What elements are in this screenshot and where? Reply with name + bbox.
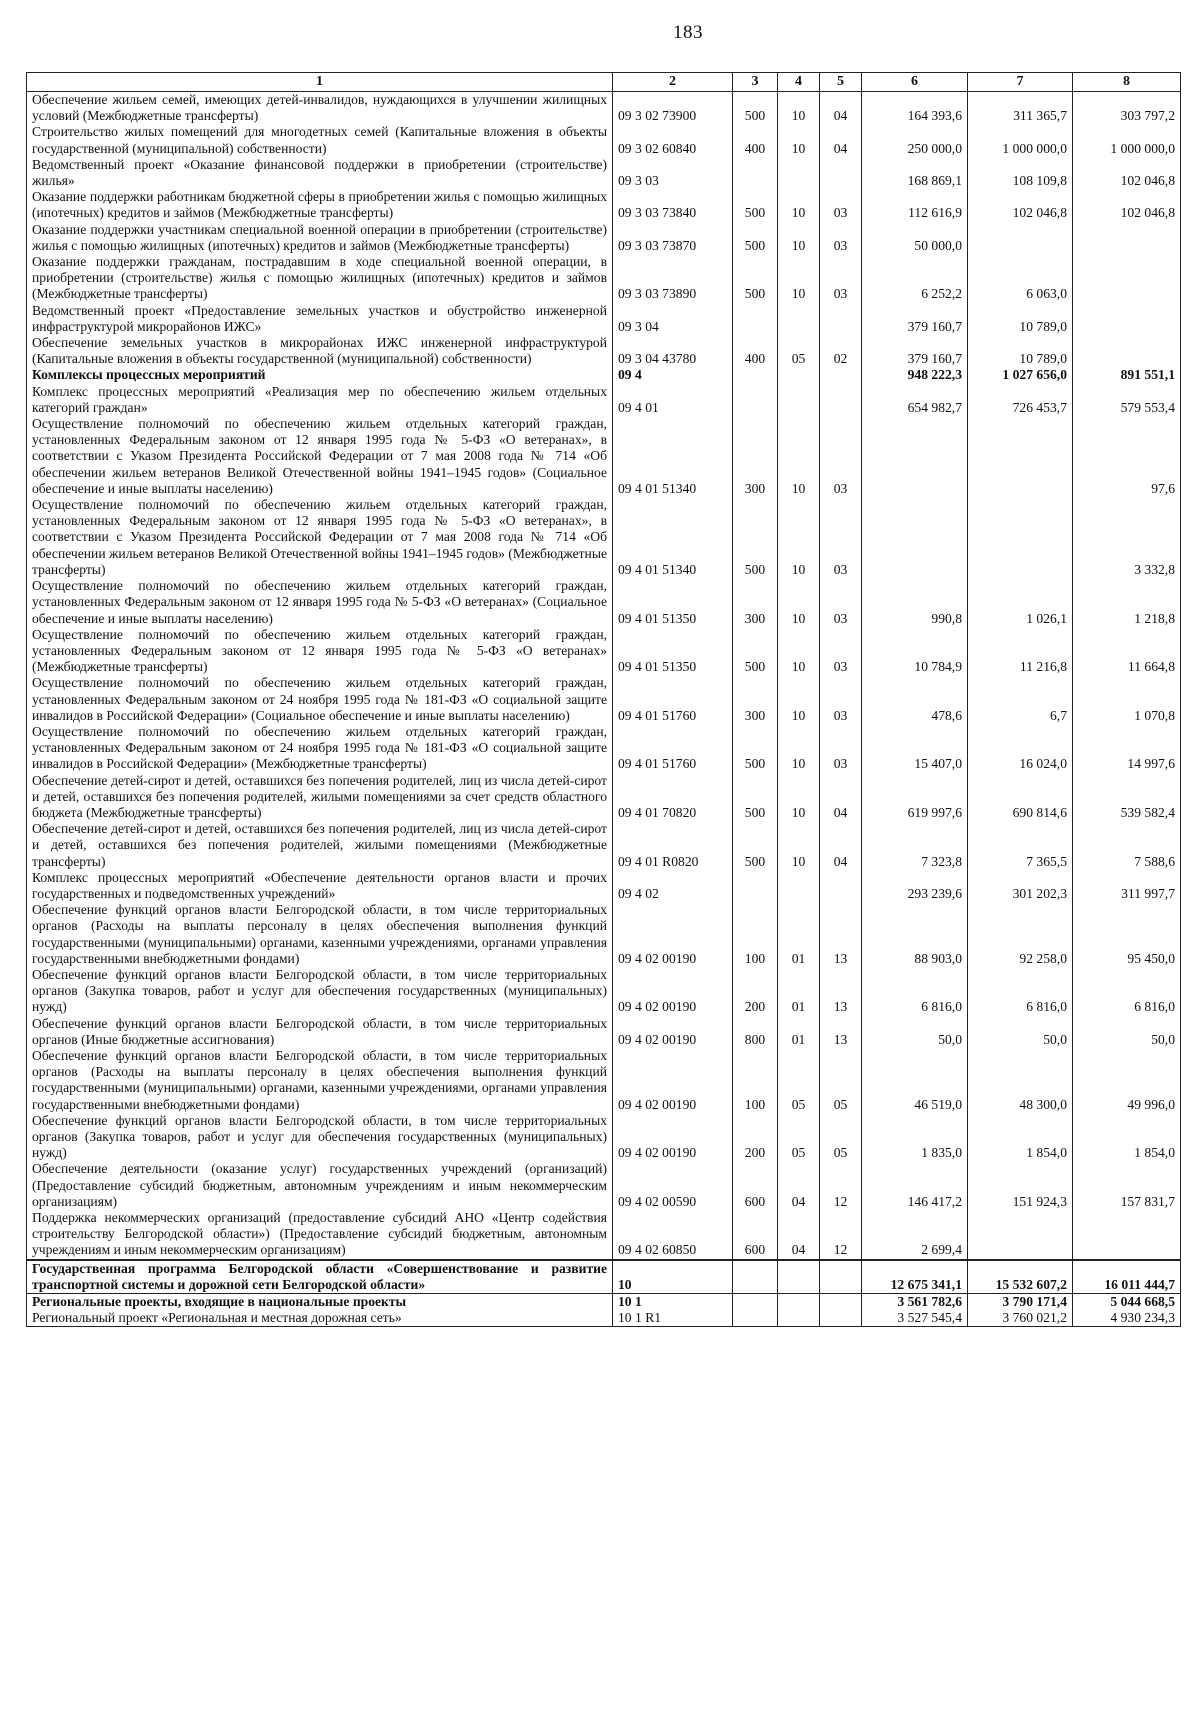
row-subsection-cell (820, 870, 862, 902)
row-expense-type-cell: 200 (733, 1113, 778, 1162)
table-row (27, 675, 1181, 724)
row-name-cell: Комплекс процессных мероприятий «Обеспечение деятельности органов власти и прочих государственных и подведомственных учреждений» (27, 870, 613, 902)
row-name-cell: Поддержка некоммерческих организаций (предоставление субсидий АНО «Центр содействия строительству Белгородской области») (Предоставление субсидий бюджетным, автономным учреждениям и иным некоммерческим организациям) (27, 1210, 613, 1260)
row-amount-year1-cell: 619 997,6 (862, 773, 968, 822)
table-row (27, 821, 1181, 870)
table-row (27, 1048, 1181, 1113)
row-name-cell: Обеспечение детей-сирот и детей, оставшихся без попечения родителей, лиц из числа детей-сирот и детей, оставшихся без попечения родителей, жилыми помещениями за счет средств областного бюджета (Межбюджетные трансферты) (27, 773, 613, 822)
row-section-cell: 05 (778, 335, 820, 367)
row-subsection-cell: 03 (820, 189, 862, 221)
row-amount-year2-cell (968, 1210, 1073, 1260)
table-row (27, 902, 1181, 967)
row-code-cell: 09 4 01 (613, 384, 733, 416)
table-row (27, 578, 1181, 627)
row-amount-year2-cell: 16 024,0 (968, 724, 1073, 773)
row-amount-year1-cell: 146 417,2 (862, 1161, 968, 1210)
row-amount-year3-cell: 303 797,2 (1073, 92, 1181, 125)
row-amount-year3-cell (1073, 254, 1181, 303)
row-amount-year1-cell: 6 816,0 (862, 967, 968, 1016)
row-amount-year1-cell: 2 699,4 (862, 1210, 968, 1260)
row-expense-type-cell (733, 1310, 778, 1327)
row-code-cell: 09 4 02 (613, 870, 733, 902)
row-code-cell: 09 3 03 73840 (613, 189, 733, 221)
row-amount-year3-cell: 891 551,1 (1073, 367, 1181, 383)
row-amount-year2-cell: 48 300,0 (968, 1048, 1073, 1113)
row-amount-year1-cell: 948 222,3 (862, 367, 968, 383)
row-name-cell: Обеспечение деятельности (оказание услуг) государственных учреждений (организаций) (Предоставление субсидий бюджетным, автономным учреждениям и иным некоммерческим организациям) (27, 1161, 613, 1210)
row-section-cell: 05 (778, 1048, 820, 1113)
row-expense-type-cell: 500 (733, 773, 778, 822)
row-code-cell: 09 4 01 51760 (613, 675, 733, 724)
table-row (27, 384, 1181, 416)
row-expense-type-cell: 500 (733, 497, 778, 578)
row-amount-year1-cell: 164 393,6 (862, 92, 968, 125)
row-name-cell: Осуществление полномочий по обеспечению жильем отдельных категорий граждан, установленных Федеральным законом от 12 января 1995 года № 5-ФЗ «О ветеранах», в соответствии с Указом Президента Российской Федерации от 7 мая 2008 года № 714 «Об обеспечении жильем ветеранов Великой Отечественной войны 1941–1945 годов» (Межбюджетные трансферты) (27, 497, 613, 578)
row-name-cell: Осуществление полномочий по обеспечению жильем отдельных категорий граждан, установленных Федеральным законом от 24 ноября 1995 года № 181-ФЗ «О социальной защите инвалидов в Российской Федерации» (Межбюджетные трансферты) (27, 724, 613, 773)
row-amount-year3-cell: 1 070,8 (1073, 675, 1181, 724)
row-name-cell: Ведомственный проект «Оказание финансовой поддержки в приобретении (строительстве) жилья» (27, 157, 613, 189)
row-expense-type-cell: 100 (733, 1048, 778, 1113)
row-section-cell: 01 (778, 902, 820, 967)
row-code-cell: 10 1 R1 (613, 1310, 733, 1327)
row-subsection-cell: 03 (820, 675, 862, 724)
column-header: 1 (27, 73, 613, 92)
row-subsection-cell: 13 (820, 902, 862, 967)
budget-table-container (26, 72, 1180, 1327)
row-name-cell: Оказание поддержки участникам специальной военной операции в приобретении (строительстве) жилья с помощью жилищных (ипотечных) кредитов и займов (Межбюджетные трансферты) (27, 222, 613, 254)
row-amount-year2-cell: 6 816,0 (968, 967, 1073, 1016)
row-amount-year2-cell: 50,0 (968, 1016, 1073, 1048)
row-expense-type-cell: 300 (733, 675, 778, 724)
row-amount-year3-cell: 539 582,4 (1073, 773, 1181, 822)
row-amount-year2-cell: 1 027 656,0 (968, 367, 1073, 383)
row-subsection-cell: 12 (820, 1161, 862, 1210)
row-expense-type-cell: 800 (733, 1016, 778, 1048)
row-section-cell: 05 (778, 1113, 820, 1162)
row-amount-year1-cell: 112 616,9 (862, 189, 968, 221)
table-row (27, 303, 1181, 335)
row-amount-year1-cell: 250 000,0 (862, 124, 968, 156)
row-amount-year3-cell: 4 930 234,3 (1073, 1310, 1181, 1327)
row-name-cell: Осуществление полномочий по обеспечению жильем отдельных категорий граждан, установленных Федеральным законом от 12 января 1995 года № 5-ФЗ «О ветеранах» (Социальное обеспечение и иные выплаты населению) (27, 578, 613, 627)
row-expense-type-cell: 400 (733, 124, 778, 156)
row-code-cell: 09 3 04 (613, 303, 733, 335)
row-amount-year2-cell: 7 365,5 (968, 821, 1073, 870)
row-name-cell: Государственная программа Белгородской области «Совершенствование и развитие транспортной системы и дорожной сети Белгородской области» (27, 1260, 613, 1294)
row-subsection-cell: 13 (820, 1016, 862, 1048)
column-header: 2 (613, 73, 733, 92)
row-code-cell: 09 4 01 51760 (613, 724, 733, 773)
row-amount-year3-cell: 14 997,6 (1073, 724, 1181, 773)
row-amount-year1-cell: 12 675 341,1 (862, 1260, 968, 1294)
table-row (27, 724, 1181, 773)
row-amount-year3-cell: 579 553,4 (1073, 384, 1181, 416)
column-header: 3 (733, 73, 778, 92)
row-amount-year1-cell: 7 323,8 (862, 821, 968, 870)
row-name-cell: Обеспечение функций органов власти Белгородской области, в том числе территориальных органов (Закупка товаров, работ и услуг для обеспечения государственных (муниципальных) нужд) (27, 1113, 613, 1162)
row-code-cell: 09 3 03 73870 (613, 222, 733, 254)
row-section-cell: 01 (778, 1016, 820, 1048)
row-amount-year2-cell: 1 854,0 (968, 1113, 1073, 1162)
table-row (27, 335, 1181, 367)
row-subsection-cell: 03 (820, 416, 862, 497)
row-amount-year1-cell: 379 160,7 (862, 335, 968, 367)
row-name-cell: Обеспечение земельных участков в микрорайонах ИЖС инженерной инфраструктурой (Капитальные вложения в объекты государственной (муниципальной) собственности) (27, 335, 613, 367)
row-amount-year2-cell: 6 063,0 (968, 254, 1073, 303)
row-name-cell: Оказание поддержки работникам бюджетной сферы в приобретении жилья с помощью жилищных (ипотечных) кредитов и займов (Межбюджетные трансферты) (27, 189, 613, 221)
budget-table (26, 72, 1181, 1327)
row-subsection-cell: 03 (820, 222, 862, 254)
row-section-cell: 10 (778, 92, 820, 125)
row-section-cell (778, 870, 820, 902)
row-code-cell: 09 3 03 73890 (613, 254, 733, 303)
row-amount-year3-cell: 50,0 (1073, 1016, 1181, 1048)
table-row (27, 497, 1181, 578)
row-subsection-cell: 04 (820, 821, 862, 870)
row-amount-year3-cell: 102 046,8 (1073, 157, 1181, 189)
row-amount-year1-cell: 3 527 545,4 (862, 1310, 968, 1327)
row-section-cell: 10 (778, 578, 820, 627)
row-code-cell: 09 4 02 00190 (613, 967, 733, 1016)
row-subsection-cell: 13 (820, 967, 862, 1016)
row-amount-year3-cell: 5 044 668,5 (1073, 1294, 1181, 1311)
table-row (27, 367, 1181, 383)
row-amount-year3-cell: 3 332,8 (1073, 497, 1181, 578)
row-section-cell (778, 1294, 820, 1311)
row-expense-type-cell: 500 (733, 627, 778, 676)
row-code-cell: 09 4 01 51350 (613, 578, 733, 627)
row-amount-year2-cell (968, 497, 1073, 578)
row-name-cell: Строительство жилых помещений для многодетных семей (Капитальные вложения в объекты государственной (муниципальной) собственности) (27, 124, 613, 156)
row-section-cell: 10 (778, 124, 820, 156)
row-amount-year1-cell: 15 407,0 (862, 724, 968, 773)
row-amount-year3-cell: 102 046,8 (1073, 189, 1181, 221)
row-code-cell: 09 4 02 00190 (613, 1048, 733, 1113)
row-amount-year2-cell: 6,7 (968, 675, 1073, 724)
row-expense-type-cell (733, 157, 778, 189)
row-code-cell: 09 4 (613, 367, 733, 383)
row-name-cell: Региональные проекты, входящие в национальные проекты (27, 1294, 613, 1311)
row-section-cell: 10 (778, 189, 820, 221)
row-expense-type-cell: 100 (733, 902, 778, 967)
row-name-cell: Осуществление полномочий по обеспечению жильем отдельных категорий граждан, установленных Федеральным законом от 12 января 1995 года № 5-ФЗ «О ветеранах» (Межбюджетные трансферты) (27, 627, 613, 676)
table-row (27, 254, 1181, 303)
row-subsection-cell: 04 (820, 124, 862, 156)
row-expense-type-cell: 600 (733, 1210, 778, 1260)
row-code-cell: 09 3 02 73900 (613, 92, 733, 125)
row-amount-year1-cell: 990,8 (862, 578, 968, 627)
row-expense-type-cell (733, 303, 778, 335)
row-amount-year2-cell: 10 789,0 (968, 303, 1073, 335)
row-amount-year1-cell: 50 000,0 (862, 222, 968, 254)
row-amount-year1-cell: 46 519,0 (862, 1048, 968, 1113)
row-expense-type-cell (733, 367, 778, 383)
row-amount-year2-cell: 10 789,0 (968, 335, 1073, 367)
table-row (27, 1161, 1181, 1210)
row-code-cell: 10 (613, 1260, 733, 1294)
row-expense-type-cell (733, 1260, 778, 1294)
row-amount-year1-cell: 3 561 782,6 (862, 1294, 968, 1311)
row-name-cell: Комплекс процессных мероприятий «Реализация мер по обеспечению жильем отдельных категорий граждан» (27, 384, 613, 416)
row-amount-year2-cell: 3 790 171,4 (968, 1294, 1073, 1311)
row-subsection-cell (820, 384, 862, 416)
row-name-cell: Региональный проект «Региональная и местная дорожная сеть» (27, 1310, 613, 1327)
row-expense-type-cell (733, 1294, 778, 1311)
row-code-cell: 09 4 01 51350 (613, 627, 733, 676)
row-subsection-cell: 03 (820, 578, 862, 627)
row-amount-year2-cell: 311 365,7 (968, 92, 1073, 125)
row-subsection-cell: 03 (820, 254, 862, 303)
table-row (27, 157, 1181, 189)
table-row (27, 1210, 1181, 1260)
row-subsection-cell: 05 (820, 1048, 862, 1113)
row-section-cell (778, 1310, 820, 1327)
table-row (27, 189, 1181, 221)
row-amount-year3-cell: 1 218,8 (1073, 578, 1181, 627)
row-amount-year3-cell (1073, 303, 1181, 335)
row-code-cell: 10 1 (613, 1294, 733, 1311)
row-amount-year3-cell: 95 450,0 (1073, 902, 1181, 967)
row-code-cell: 09 4 01 70820 (613, 773, 733, 822)
row-name-cell: Оказание поддержки гражданам, пострадавшим в ходе специальной военной операции, в приобретении (строительстве) жилья с помощью жилищных (ипотечных) кредитов и займов (Межбюджетные трансферты) (27, 254, 613, 303)
table-row (27, 870, 1181, 902)
row-name-cell: Обеспечение функций органов власти Белгородской области, в том числе территориальных органов (Закупка товаров, работ и услуг для обеспечения государственных (муниципальных) нужд) (27, 967, 613, 1016)
table-row (27, 92, 1181, 125)
row-expense-type-cell (733, 870, 778, 902)
table-row (27, 416, 1181, 497)
row-amount-year3-cell: 1 854,0 (1073, 1113, 1181, 1162)
row-amount-year3-cell: 49 996,0 (1073, 1048, 1181, 1113)
row-name-cell: Ведомственный проект «Предоставление земельных участков и обустройство инженерной инфраструктурой микрорайонов ИЖС» (27, 303, 613, 335)
row-amount-year2-cell: 15 532 607,2 (968, 1260, 1073, 1294)
row-amount-year2-cell: 102 046,8 (968, 189, 1073, 221)
column-header: 8 (1073, 73, 1181, 92)
table-row (27, 222, 1181, 254)
row-expense-type-cell: 500 (733, 254, 778, 303)
row-section-cell (778, 1260, 820, 1294)
row-amount-year1-cell: 379 160,7 (862, 303, 968, 335)
row-name-cell: Обеспечение детей-сирот и детей, оставшихся без попечения родителей, лиц из числа детей-сирот и детей, оставшихся без попечения родителей, жилыми помещениями (Межбюджетные трансферты) (27, 821, 613, 870)
row-amount-year2-cell: 108 109,8 (968, 157, 1073, 189)
row-expense-type-cell: 500 (733, 222, 778, 254)
row-amount-year1-cell: 50,0 (862, 1016, 968, 1048)
header-row (27, 73, 1181, 92)
row-subsection-cell (820, 157, 862, 189)
row-subsection-cell (820, 1260, 862, 1294)
column-header: 5 (820, 73, 862, 92)
row-subsection-cell: 02 (820, 335, 862, 367)
row-code-cell: 09 4 01 R0820 (613, 821, 733, 870)
row-amount-year2-cell: 1 026,1 (968, 578, 1073, 627)
row-code-cell: 09 4 02 00190 (613, 902, 733, 967)
row-subsection-cell: 03 (820, 724, 862, 773)
column-header: 6 (862, 73, 968, 92)
table-row (27, 1016, 1181, 1048)
row-expense-type-cell: 300 (733, 416, 778, 497)
row-amount-year1-cell: 6 252,2 (862, 254, 968, 303)
row-name-cell: Осуществление полномочий по обеспечению жильем отдельных категорий граждан, установленных Федеральным законом от 24 ноября 1995 года № 181-ФЗ «О социальной защите инвалидов в Российской Федерации» (Социальное обеспечение и иные выплаты населению) (27, 675, 613, 724)
table-row (27, 1260, 1181, 1294)
row-amount-year3-cell (1073, 222, 1181, 254)
row-amount-year1-cell: 293 239,6 (862, 870, 968, 902)
row-subsection-cell: 05 (820, 1113, 862, 1162)
row-section-cell (778, 367, 820, 383)
row-code-cell: 09 3 04 43780 (613, 335, 733, 367)
row-name-cell: Обеспечение функций органов власти Белгородской области, в том числе территориальных органов (Иные бюджетные ассигнования) (27, 1016, 613, 1048)
row-section-cell: 10 (778, 222, 820, 254)
table-row (27, 1294, 1181, 1311)
row-code-cell: 09 4 02 60850 (613, 1210, 733, 1260)
column-header: 7 (968, 73, 1073, 92)
row-amount-year1-cell: 10 784,9 (862, 627, 968, 676)
row-amount-year1-cell: 478,6 (862, 675, 968, 724)
row-amount-year2-cell: 11 216,8 (968, 627, 1073, 676)
row-subsection-cell: 03 (820, 497, 862, 578)
row-section-cell: 04 (778, 1161, 820, 1210)
row-amount-year3-cell (1073, 335, 1181, 367)
row-amount-year1-cell: 88 903,0 (862, 902, 968, 967)
row-expense-type-cell: 300 (733, 578, 778, 627)
row-name-cell: Комплексы процессных мероприятий (27, 367, 613, 383)
row-subsection-cell (820, 303, 862, 335)
row-amount-year2-cell: 690 814,6 (968, 773, 1073, 822)
row-section-cell: 01 (778, 967, 820, 1016)
row-amount-year2-cell: 92 258,0 (968, 902, 1073, 967)
row-amount-year1-cell: 1 835,0 (862, 1113, 968, 1162)
table-row (27, 967, 1181, 1016)
table-row (27, 627, 1181, 676)
table-row (27, 124, 1181, 156)
row-amount-year2-cell (968, 416, 1073, 497)
row-section-cell: 04 (778, 1210, 820, 1260)
row-code-cell: 09 4 02 00190 (613, 1113, 733, 1162)
table-row (27, 1310, 1181, 1327)
row-name-cell: Обеспечение жильем семей, имеющих детей-инвалидов, нуждающихся в улучшении жилищных условий (Межбюджетные трансферты) (27, 92, 613, 125)
row-section-cell: 10 (778, 254, 820, 303)
row-expense-type-cell: 500 (733, 92, 778, 125)
row-section-cell: 10 (778, 821, 820, 870)
row-subsection-cell (820, 1310, 862, 1327)
row-amount-year3-cell: 11 664,8 (1073, 627, 1181, 676)
table-body (27, 92, 1181, 1327)
row-amount-year1-cell: 654 982,7 (862, 384, 968, 416)
row-subsection-cell: 03 (820, 627, 862, 676)
row-expense-type-cell: 500 (733, 724, 778, 773)
row-section-cell: 10 (778, 416, 820, 497)
row-amount-year1-cell: 168 869,1 (862, 157, 968, 189)
column-header: 4 (778, 73, 820, 92)
row-expense-type-cell: 400 (733, 335, 778, 367)
row-amount-year3-cell: 16 011 444,7 (1073, 1260, 1181, 1294)
table-row (27, 773, 1181, 822)
table-row (27, 1113, 1181, 1162)
row-section-cell (778, 157, 820, 189)
row-expense-type-cell: 500 (733, 821, 778, 870)
row-section-cell: 10 (778, 773, 820, 822)
row-expense-type-cell: 500 (733, 189, 778, 221)
row-code-cell: 09 3 03 (613, 157, 733, 189)
row-code-cell: 09 4 02 00190 (613, 1016, 733, 1048)
row-subsection-cell: 12 (820, 1210, 862, 1260)
row-subsection-cell (820, 367, 862, 383)
page-number: 183 (673, 22, 703, 43)
row-name-cell: Обеспечение функций органов власти Белгородской области, в том числе территориальных органов (Расходы на выплаты персоналу в целях обеспечения выполнения функций государственными (муниципальными) органами, казенными учреждениями, органами управления государственными внебюджетными фондами) (27, 1048, 613, 1113)
row-expense-type-cell: 600 (733, 1161, 778, 1210)
row-section-cell: 10 (778, 627, 820, 676)
row-amount-year2-cell: 3 760 021,2 (968, 1310, 1073, 1327)
row-amount-year2-cell: 726 453,7 (968, 384, 1073, 416)
row-code-cell: 09 4 02 00590 (613, 1161, 733, 1210)
row-section-cell: 10 (778, 497, 820, 578)
row-name-cell: Обеспечение функций органов власти Белгородской области, в том числе территориальных органов (Расходы на выплаты персоналу в целях обеспечения выполнения функций государственными (муниципальными) органами, казенными учреждениями, органами управления государственными внебюджетными фондами) (27, 902, 613, 967)
row-expense-type-cell (733, 384, 778, 416)
row-code-cell: 09 3 02 60840 (613, 124, 733, 156)
row-code-cell: 09 4 01 51340 (613, 416, 733, 497)
row-amount-year3-cell: 1 000 000,0 (1073, 124, 1181, 156)
row-section-cell: 10 (778, 675, 820, 724)
row-amount-year3-cell: 157 831,7 (1073, 1161, 1181, 1210)
row-name-cell: Осуществление полномочий по обеспечению жильем отдельных категорий граждан, установленных Федеральным законом от 12 января 1995 года № 5-ФЗ «О ветеранах», в соответствии с Указом Президента Российской Федерации от 7 мая 2008 года № 714 «Об обеспечении жильем ветеранов Великой Отечественной войны 1941–1945 годов» (Социальное обеспечение и иные выплаты населению) (27, 416, 613, 497)
row-subsection-cell (820, 1294, 862, 1311)
row-amount-year1-cell (862, 497, 968, 578)
row-code-cell: 09 4 01 51340 (613, 497, 733, 578)
row-amount-year2-cell (968, 222, 1073, 254)
row-section-cell (778, 303, 820, 335)
row-expense-type-cell: 200 (733, 967, 778, 1016)
row-subsection-cell: 04 (820, 92, 862, 125)
row-amount-year2-cell: 151 924,3 (968, 1161, 1073, 1210)
row-amount-year3-cell: 311 997,7 (1073, 870, 1181, 902)
row-amount-year3-cell (1073, 1210, 1181, 1260)
row-amount-year2-cell: 1 000 000,0 (968, 124, 1073, 156)
row-amount-year2-cell: 301 202,3 (968, 870, 1073, 902)
row-section-cell: 10 (778, 724, 820, 773)
row-amount-year1-cell (862, 416, 968, 497)
row-subsection-cell: 04 (820, 773, 862, 822)
row-section-cell (778, 384, 820, 416)
row-amount-year3-cell: 7 588,6 (1073, 821, 1181, 870)
row-amount-year3-cell: 6 816,0 (1073, 967, 1181, 1016)
row-amount-year3-cell: 97,6 (1073, 416, 1181, 497)
